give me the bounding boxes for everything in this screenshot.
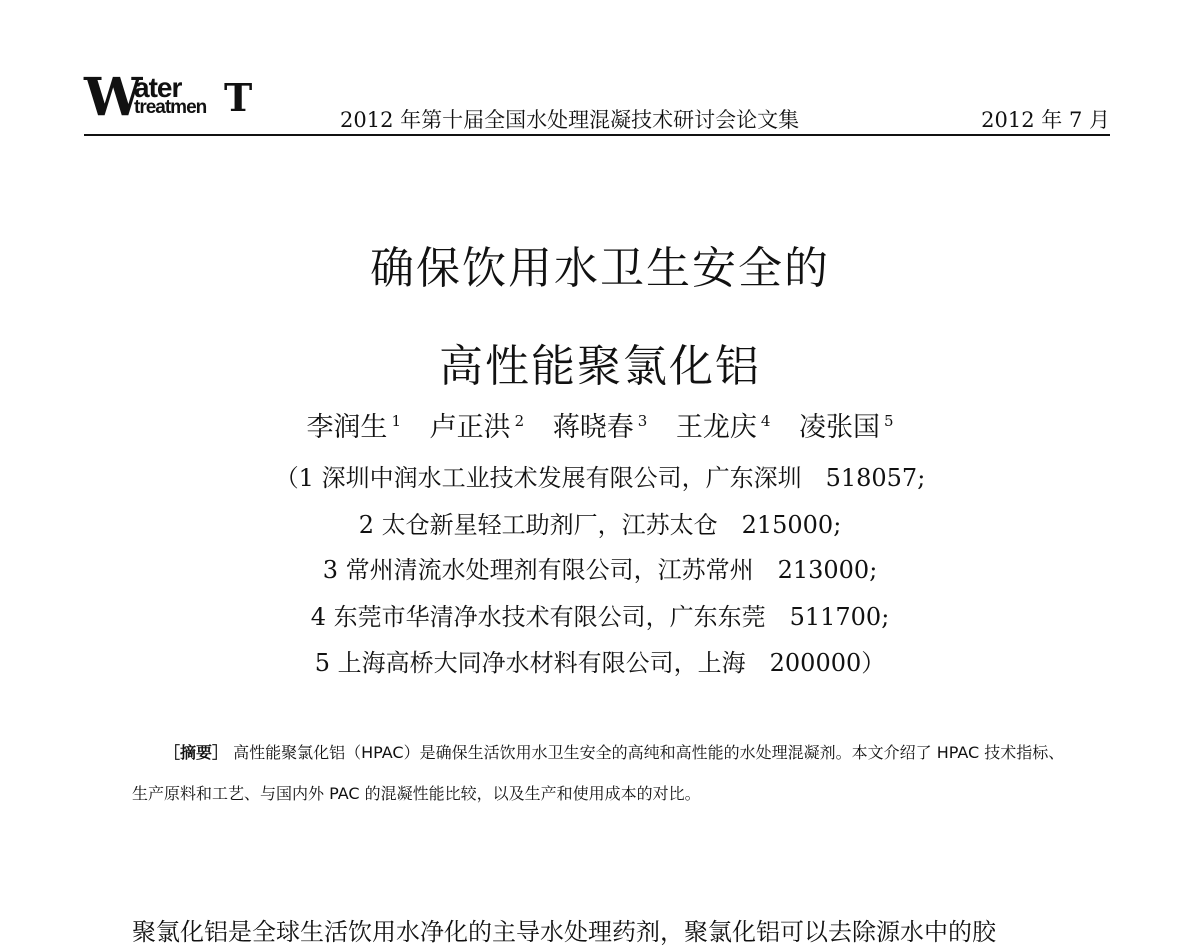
author-list [0,405,1200,444]
water-treatment-logo [84,67,259,128]
author-name: 李润生 [306,412,388,443]
author-name: 凌张国 [799,412,880,443]
author [553,412,648,443]
author [799,412,894,443]
author-affiliation-mark: 4 [760,412,771,430]
author-name: 蒋晓春 [552,412,634,443]
abstract-text: 高性能聚氯化铝（HPAC）是确保生活饮用水卫生安全的高纯和高性能的水处理混凝剂。本文介绍了 HPAC 技术指标、生产原料和工艺、与国内外 PAC 的混凝性能比较，以及生产和使用成本的对比。 [132,743,1065,803]
affiliation-line: 2 太仓新星轻工助剂厂，江苏太仓 215000; [358,511,842,539]
logo-line1: ater [134,72,182,103]
conference-title: 2012 年第十届全国水处理混凝技术研讨会论文集 [340,108,800,132]
author [430,412,525,443]
body-paragraph: 聚氯化铝是全球生活饮用水净化的主导水处理药剂，聚氯化铝可以去除源水中的胶 [132,918,996,946]
affiliation-line: 4 东莞市华清净水技术有限公司，广东东莞 511700; [310,603,890,631]
affiliation-line: 3 常州清流水处理剂有限公司，江苏常州 213000; [322,556,878,584]
logo-t-letter: T [224,75,253,120]
abstract [132,732,1072,814]
affiliation-line: （1 深圳中润水工业技术发展有限公司，广东深圳 518057; [274,464,926,492]
logo-line2: treatmen [134,97,207,118]
abstract-label: ［摘要］ [164,743,229,762]
paper-title-line1: 确保饮用水卫生安全的 [370,243,830,294]
logo-w-letter: W [84,67,141,128]
author-affiliation-mark: 3 [637,412,648,430]
header-rule [84,134,1110,136]
author [676,412,771,443]
author-affiliation-mark: 1 [391,412,401,430]
author-affiliation-mark: 5 [884,412,894,430]
header-date: 2012 年 7 月 [981,108,1110,132]
affiliation-line: 5 上海高桥大同净水材料有限公司，上海 200000） [314,649,886,677]
author-affiliation-mark: 2 [514,412,525,430]
author-name: 卢正洪 [429,412,511,443]
paper-title-line2: 高性能聚氯化铝 [439,341,761,392]
author [306,412,401,443]
author-name: 王龙庆 [675,412,757,443]
page-header [84,67,1110,136]
